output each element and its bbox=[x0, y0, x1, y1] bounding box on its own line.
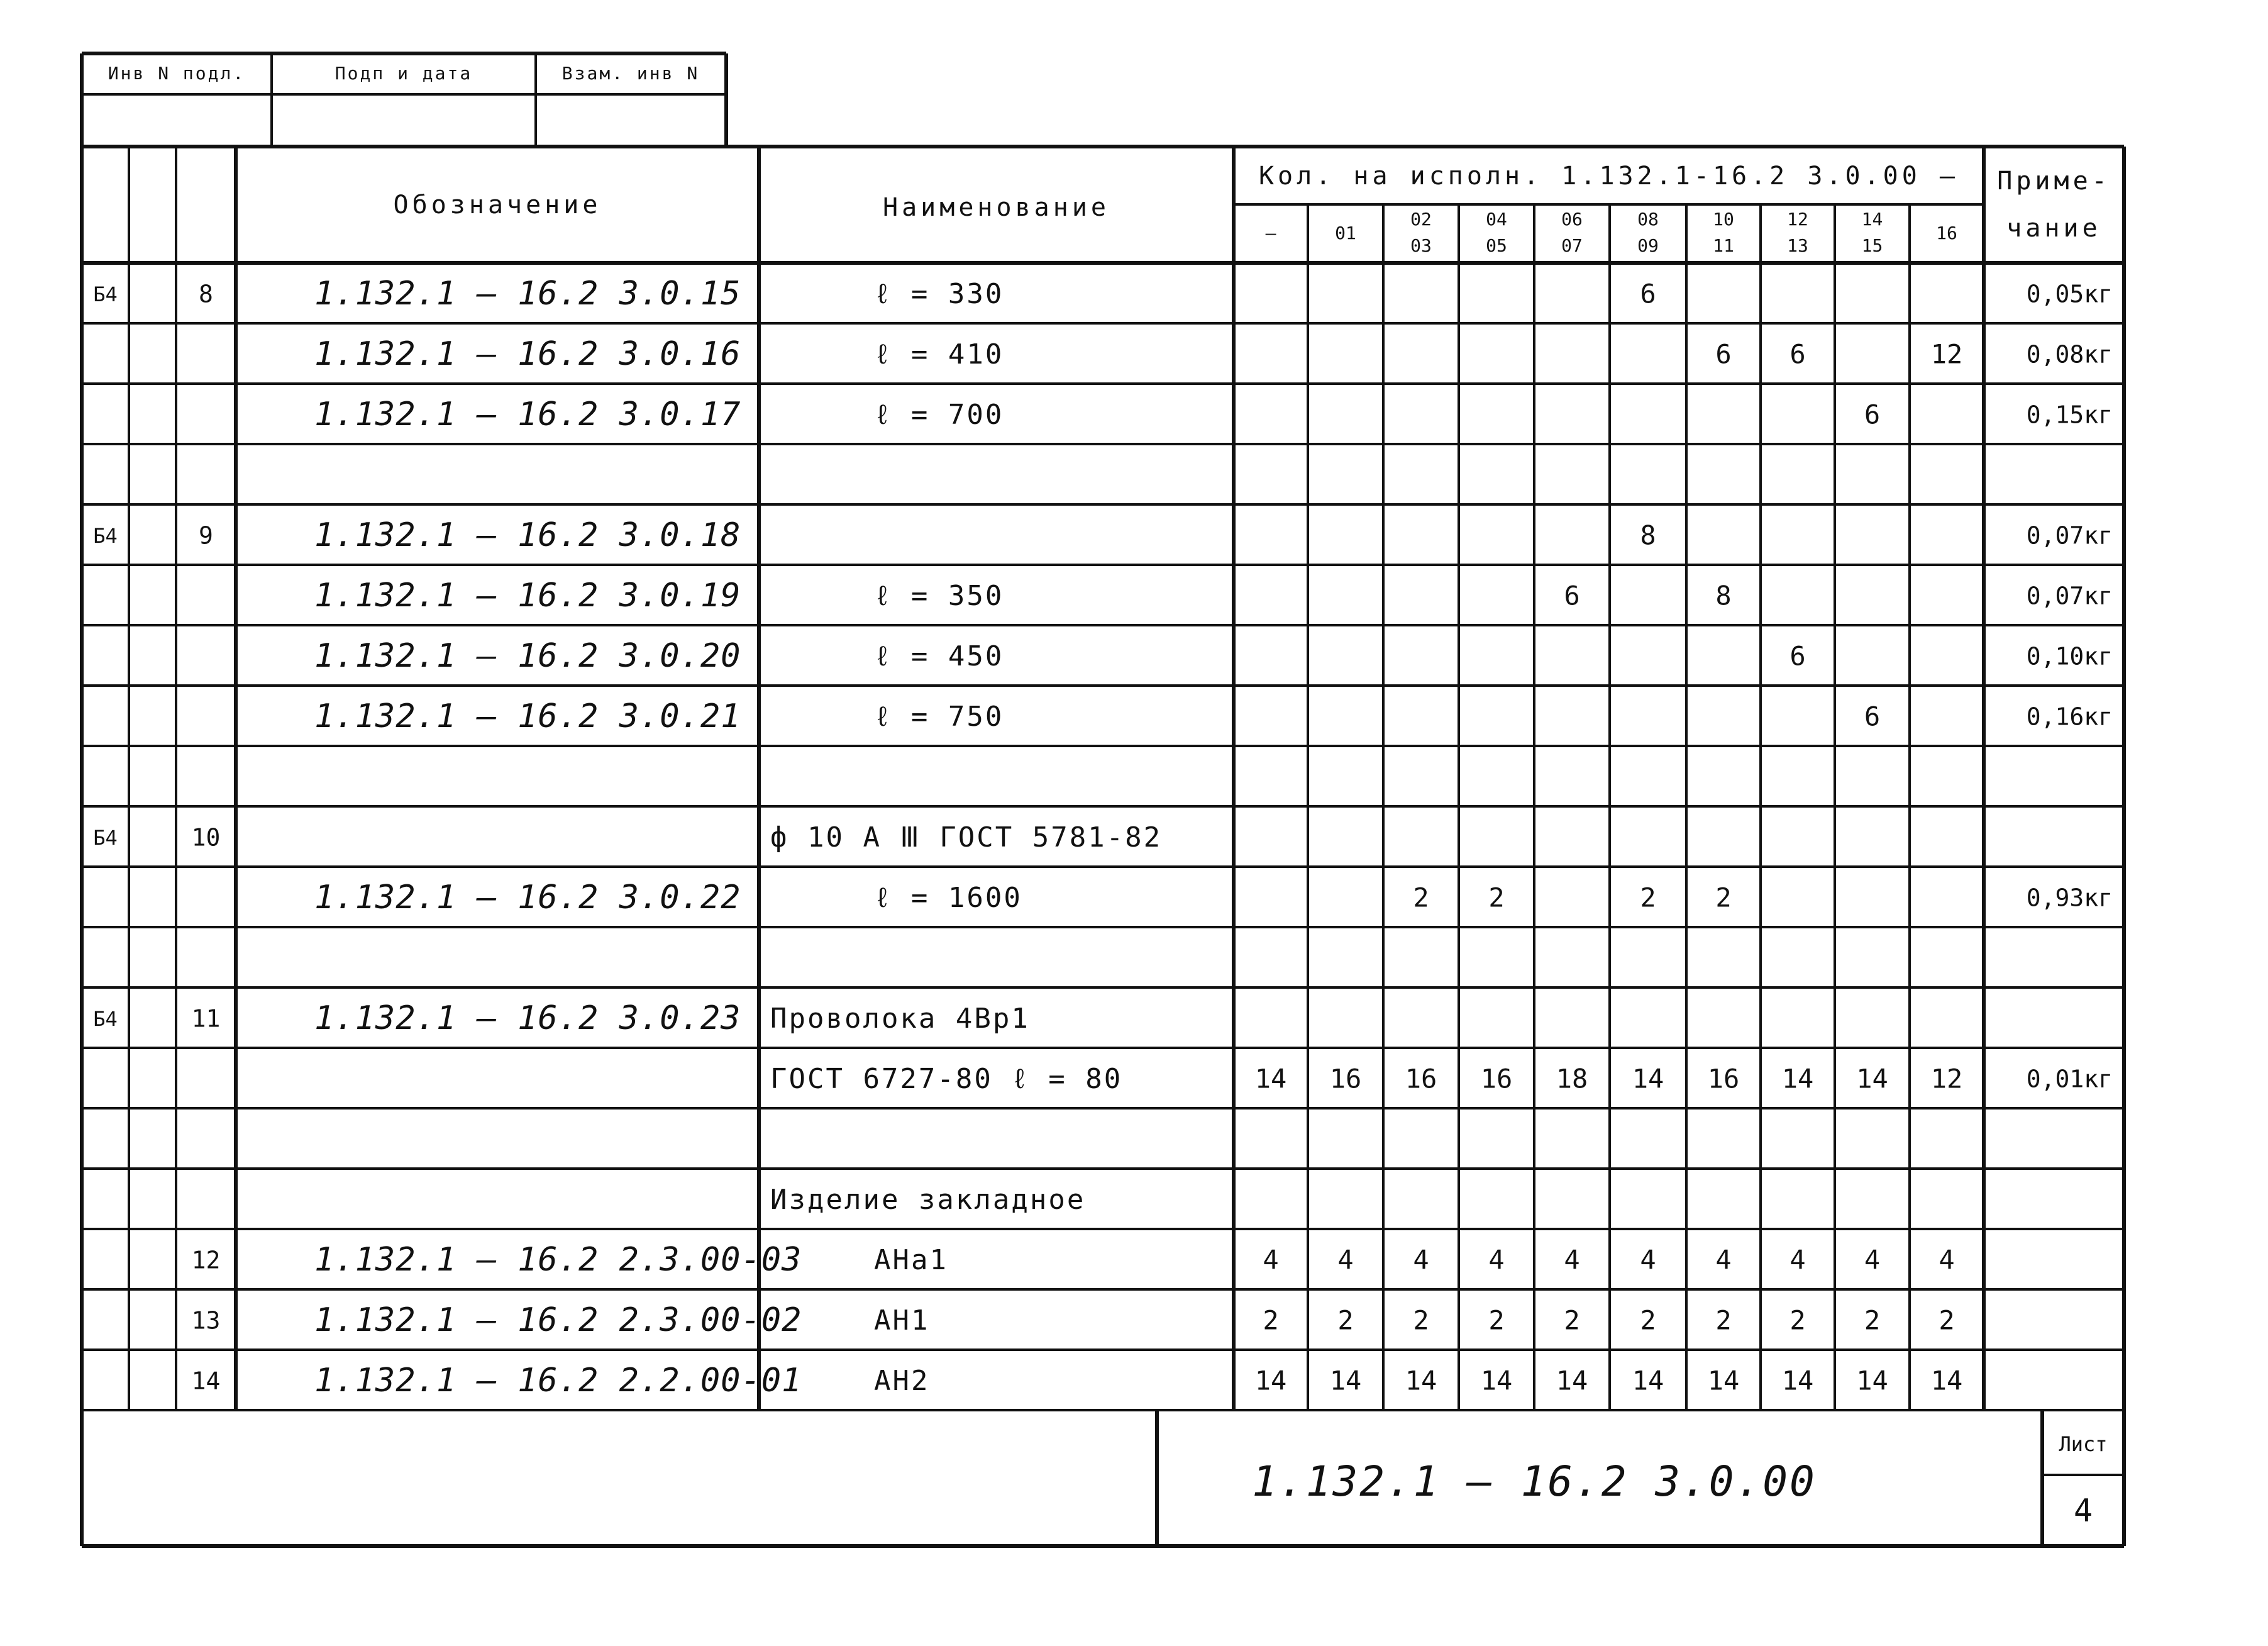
row-position: 10 bbox=[191, 823, 221, 852]
row-qty-0: 14 bbox=[1254, 1063, 1287, 1094]
row-qty-7: 6 bbox=[1790, 338, 1806, 370]
header-col-5-b: 09 bbox=[1637, 235, 1659, 256]
row-qty-7: 2 bbox=[1790, 1304, 1806, 1336]
row-qty-4: 4 bbox=[1564, 1244, 1580, 1276]
row-qty-3: 4 bbox=[1488, 1244, 1505, 1276]
row-qty-6: 8 bbox=[1715, 580, 1732, 611]
row-qty-0: 4 bbox=[1263, 1244, 1279, 1276]
row-designation: 1.132.1 — 16.2 3.0.20 bbox=[314, 637, 741, 675]
footer-doc-code: 1.132.1 — 16.2 3.0.00 bbox=[1252, 1457, 1817, 1506]
header-col-1: 01 bbox=[1335, 223, 1356, 243]
row-name: АНа1 bbox=[874, 1244, 948, 1276]
row-qty-5: 2 bbox=[1640, 882, 1656, 913]
row-qty-5: 14 bbox=[1632, 1063, 1664, 1094]
row-note: 0,16кг bbox=[2026, 703, 2113, 731]
stamp-label-inv: Инв N подл. bbox=[108, 63, 246, 84]
row-qty-7: 14 bbox=[1781, 1063, 1814, 1094]
header-col-2-b: 03 bbox=[1410, 235, 1432, 256]
row-name: ℓ = 450 bbox=[874, 640, 1004, 672]
row-name: ℓ = 1600 bbox=[874, 882, 1022, 914]
row-note: 0,07кг bbox=[2026, 582, 2113, 610]
row-qty-2: 4 bbox=[1413, 1244, 1429, 1276]
header-col-3-b: 05 bbox=[1486, 235, 1507, 256]
header-name: Наименование bbox=[883, 193, 1110, 222]
row-qty-7: 6 bbox=[1790, 640, 1806, 672]
row-note: 0,08кг bbox=[2026, 340, 2113, 369]
row-qty-1: 14 bbox=[1329, 1365, 1362, 1396]
row-qty-3: 14 bbox=[1480, 1365, 1513, 1396]
row-name: ℓ = 750 bbox=[874, 701, 1004, 733]
row-position: 14 bbox=[191, 1367, 221, 1395]
header-col-4-b: 07 bbox=[1561, 235, 1583, 256]
row-qty-9: 14 bbox=[1930, 1365, 1963, 1396]
row-qty-3: 2 bbox=[1488, 1304, 1505, 1336]
row-name: АН1 bbox=[874, 1304, 930, 1337]
row-qty-8: 14 bbox=[1856, 1063, 1888, 1094]
row-qty-2: 14 bbox=[1405, 1365, 1437, 1396]
row-qty-1: 2 bbox=[1337, 1304, 1354, 1336]
row-qty-3: 16 bbox=[1480, 1063, 1513, 1094]
row-name: ℓ = 350 bbox=[874, 580, 1004, 612]
row-qty-7: 4 bbox=[1790, 1244, 1806, 1276]
row-qty-6: 16 bbox=[1707, 1063, 1740, 1094]
row-qty-9: 12 bbox=[1930, 338, 1963, 370]
header-note-bottom: чание bbox=[2006, 214, 2101, 243]
row-lit: Б4 bbox=[93, 524, 118, 548]
row-qty-4: 6 bbox=[1564, 580, 1580, 611]
row-name: ℓ = 330 bbox=[874, 278, 1004, 310]
row-qty-3: 2 bbox=[1488, 882, 1505, 913]
row-note: 0,10кг bbox=[2026, 642, 2113, 670]
row-qty-5: 6 bbox=[1640, 278, 1656, 309]
row-note: 0,15кг bbox=[2026, 401, 2113, 429]
row-lit: Б4 bbox=[93, 282, 118, 306]
header-quantity-title: Кол. на исполн. 1.132.1-16.2 3.0.00 — bbox=[1258, 162, 1959, 191]
row-designation: 1.132.1 — 16.2 3.0.15 bbox=[314, 275, 741, 313]
row-position: 13 bbox=[191, 1306, 221, 1335]
row-qty-8: 4 bbox=[1864, 1244, 1881, 1276]
row-lit: Б4 bbox=[93, 1007, 118, 1031]
row-position: 8 bbox=[199, 280, 213, 308]
header-note-top: Приме- bbox=[1997, 167, 2111, 196]
row-qty-2: 2 bbox=[1413, 882, 1429, 913]
header-col-5-a: 08 bbox=[1637, 209, 1659, 230]
row-qty-0: 14 bbox=[1254, 1365, 1287, 1396]
row-designation: 1.132.1 — 16.2 3.0.21 bbox=[314, 698, 741, 735]
row-qty-8: 14 bbox=[1856, 1365, 1888, 1396]
header-col-0: — bbox=[1265, 223, 1276, 243]
row-qty-0: 2 bbox=[1263, 1304, 1279, 1336]
row-qty-1: 16 bbox=[1329, 1063, 1362, 1094]
row-note: 0,93кг bbox=[2026, 884, 2113, 912]
row-qty-6: 6 bbox=[1715, 338, 1732, 370]
row-designation: 1.132.1 — 16.2 3.0.23 bbox=[314, 999, 741, 1037]
row-position: 9 bbox=[199, 521, 213, 550]
row-qty-2: 16 bbox=[1405, 1063, 1437, 1094]
stamp-label-sign: Подп и дата bbox=[335, 63, 473, 84]
row-position: 11 bbox=[191, 1004, 221, 1033]
row-designation: 1.132.1 — 16.2 3.0.17 bbox=[314, 396, 741, 433]
header-col-6-a: 10 bbox=[1713, 209, 1734, 230]
row-qty-9: 2 bbox=[1939, 1304, 1955, 1336]
header-col-2-a: 02 bbox=[1410, 209, 1432, 230]
row-qty-8: 6 bbox=[1864, 399, 1881, 430]
row-qty-9: 4 bbox=[1939, 1244, 1955, 1276]
header-col-3-a: 04 bbox=[1486, 209, 1507, 230]
row-qty-6: 4 bbox=[1715, 1244, 1732, 1276]
row-note: 0,07кг bbox=[2026, 521, 2113, 550]
row-designation: 1.132.1 — 16.2 2.3.00-03 bbox=[314, 1241, 802, 1279]
row-qty-5: 2 bbox=[1640, 1304, 1656, 1336]
header-col-8-a: 14 bbox=[1861, 209, 1883, 230]
row-designation: 1.132.1 — 16.2 3.0.19 bbox=[314, 577, 741, 614]
row-designation: 1.132.1 — 16.2 3.0.16 bbox=[314, 335, 741, 373]
row-name: ГОСТ 6727-80 ℓ = 80 bbox=[770, 1063, 1123, 1095]
row-qty-2: 2 bbox=[1413, 1304, 1429, 1336]
row-note: 0,01кг bbox=[2026, 1065, 2113, 1093]
row-qty-4: 14 bbox=[1556, 1365, 1588, 1396]
row-position: 12 bbox=[191, 1246, 221, 1274]
header-col-4-a: 06 bbox=[1561, 209, 1583, 230]
row-qty-7: 14 bbox=[1781, 1365, 1814, 1396]
row-qty-8: 6 bbox=[1864, 701, 1881, 732]
row-qty-6: 2 bbox=[1715, 882, 1732, 913]
row-designation: 1.132.1 — 16.2 3.0.22 bbox=[314, 879, 741, 916]
row-qty-4: 18 bbox=[1556, 1063, 1588, 1094]
row-note: 0,05кг bbox=[2026, 280, 2113, 308]
row-name: ℓ = 700 bbox=[874, 399, 1004, 431]
row-qty-6: 2 bbox=[1715, 1304, 1732, 1336]
row-qty-8: 2 bbox=[1864, 1304, 1881, 1336]
header-designation: Обозначение bbox=[393, 191, 602, 220]
header-col-8-b: 15 bbox=[1861, 235, 1883, 256]
footer-sheet-number: 4 bbox=[2073, 1492, 2093, 1529]
row-designation: 1.132.1 — 16.2 3.0.18 bbox=[314, 516, 741, 554]
row-qty-5: 8 bbox=[1640, 520, 1656, 551]
row-name: ф 10 А Ⅲ ГОСТ 5781-82 bbox=[770, 821, 1163, 854]
row-qty-5: 14 bbox=[1632, 1365, 1664, 1396]
row-name: Проволока 4Вр1 bbox=[770, 1003, 1030, 1035]
header-col-6-b: 11 bbox=[1713, 235, 1734, 256]
footer-sheet-label: Лист bbox=[2059, 1432, 2108, 1456]
row-qty-6: 14 bbox=[1707, 1365, 1740, 1396]
row-lit: Б4 bbox=[93, 826, 118, 850]
header-col-9: 16 bbox=[1936, 223, 1957, 243]
row-name: ℓ = 410 bbox=[874, 338, 1004, 370]
row-qty-9: 12 bbox=[1930, 1063, 1963, 1094]
row-name: Изделие закладное bbox=[770, 1184, 1086, 1216]
row-name: АН2 bbox=[874, 1365, 930, 1397]
stamp-label-replace: Взам. инв N bbox=[561, 63, 700, 84]
header-col-7-b: 13 bbox=[1787, 235, 1808, 256]
row-designation: 1.132.1 — 16.2 2.3.00-02 bbox=[314, 1301, 802, 1339]
row-designation: 1.132.1 — 16.2 2.2.00-01 bbox=[314, 1362, 802, 1399]
row-qty-5: 4 bbox=[1640, 1244, 1656, 1276]
row-qty-1: 4 bbox=[1337, 1244, 1354, 1276]
table-text bbox=[93, 63, 2113, 1529]
header-col-7-a: 12 bbox=[1787, 209, 1808, 230]
row-qty-4: 2 bbox=[1564, 1304, 1580, 1336]
